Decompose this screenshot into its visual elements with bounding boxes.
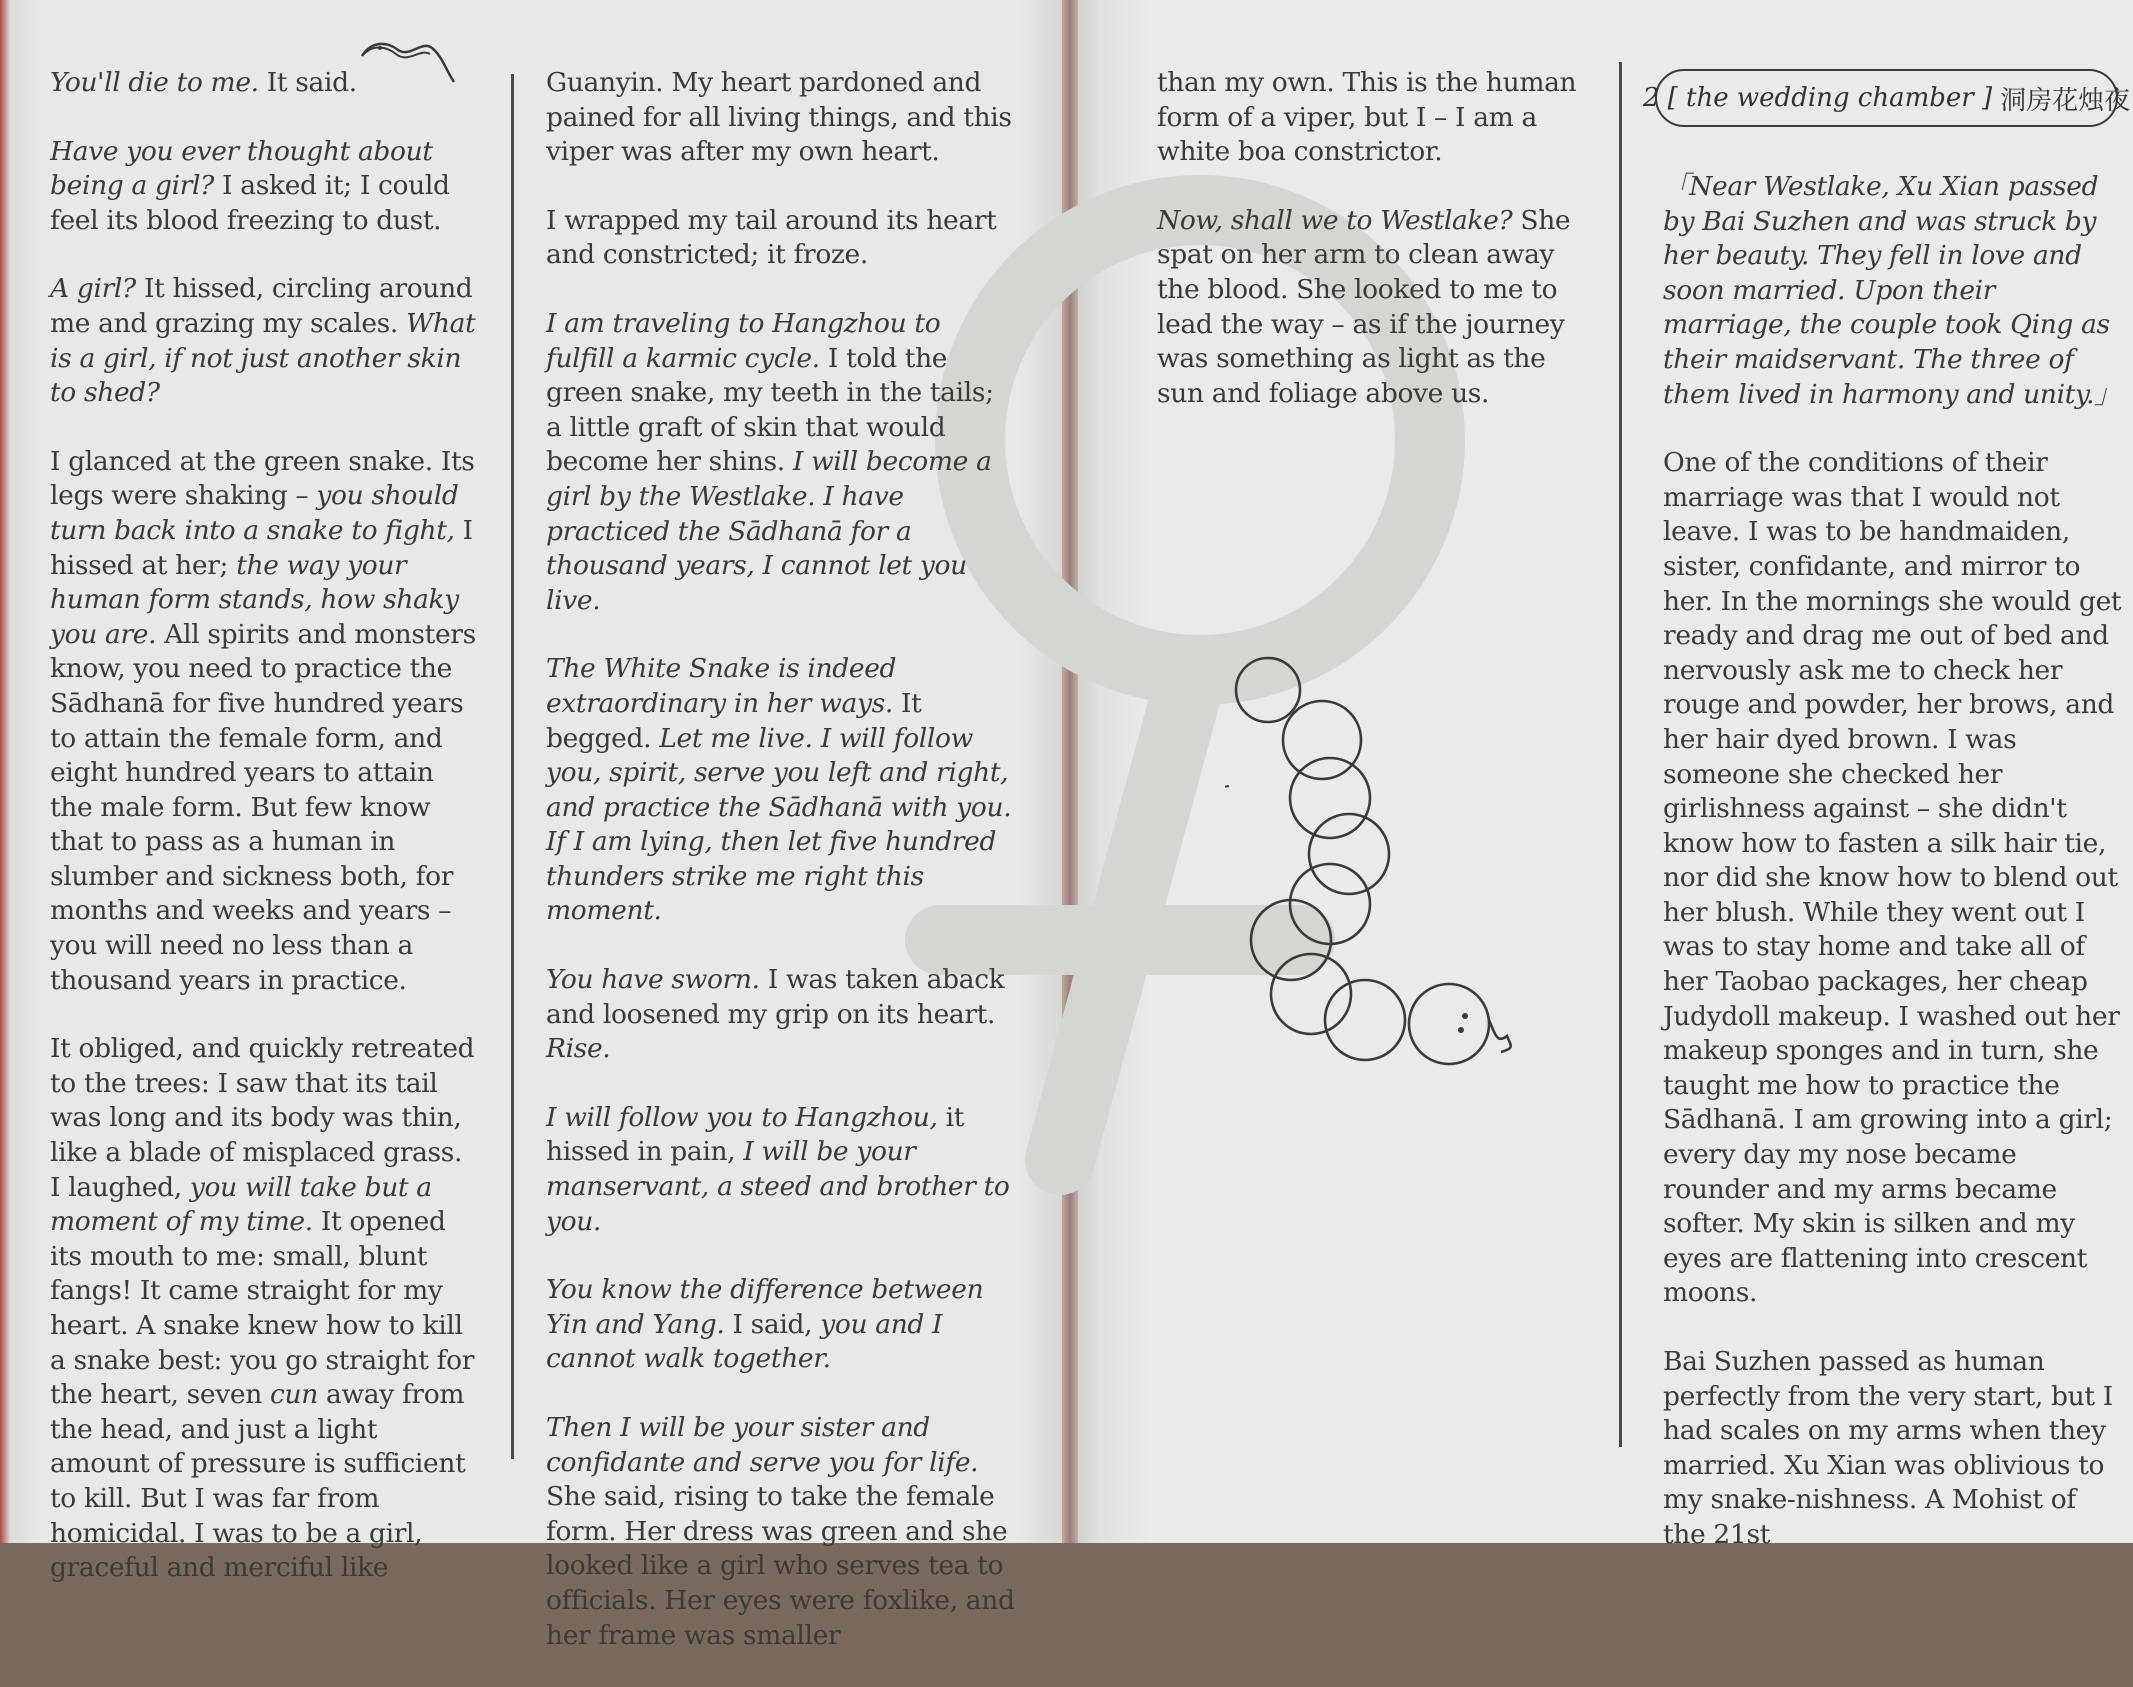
text: It begged.	[546, 687, 922, 754]
chapter-heading-text: 2 [ the wedding chamber ]	[1642, 83, 1993, 113]
paragraph	[546, 1273, 1016, 1377]
text: One of the conditions of their marriage was that I would not leave. I was to be handmaiden, sister, confidante, and mirror to her. In the mornings she would get ready and drag me out of bed and nervously ask me to check her rouge and powder, her brows, and her hair dyed brown. I was someone she checked her girlishness against – she didn't know how to fasten a silk hair tie, nor did she know how to blend out her blush. While they went out I was to stay home and take all of her Taobao packages, her cheap Judydoll makeup. I washed out her makeup sponges and in turn, she taught me how to practice the Sādhanā. I am growing into a girl; every day my nose became rounder and my arms became softer. My skin is silken and my eyes are flattening into crescent moons.	[1663, 447, 2122, 1309]
text: It obliged, and quickly retreated to the trees: I saw that its tail was long and its body was thin, like a blade of misplaced grass. I laughed,	[50, 1033, 475, 1203]
italic-text: Now, shall we to Westlake?	[1157, 204, 1513, 236]
text: away from the head, and just a light amount of pressure is sufficient to kill. But I was far from homicidal. I was to be a girl, graceful and merciful like	[50, 1379, 466, 1584]
text: It said.	[258, 67, 357, 98]
paragraph	[1157, 66, 1587, 170]
chapter-heading	[1642, 69, 2131, 127]
text: it hissed in pain,	[546, 1101, 965, 1168]
column-rule-left	[511, 74, 514, 1459]
paragraph	[1663, 170, 2123, 412]
text: It opened its mouth to me: small, blunt fangs! It came straight for my heart. A snake knew how to kill a snake best: you go straight for the heart, seven	[50, 1206, 475, 1411]
paragraph	[546, 307, 1016, 618]
paragraph	[546, 1101, 1016, 1239]
paragraph	[546, 204, 1016, 273]
text: It hissed, circling around me and grazing my scales.	[50, 273, 473, 339]
italic-text: I will follow you to Hangzhou,	[546, 1101, 938, 1133]
paragraph	[546, 652, 1016, 929]
italic-text: You have sworn.	[546, 964, 760, 996]
circle-snake-illustration	[1225, 648, 1525, 1078]
paragraph	[50, 66, 480, 101]
text: I was taken aback and loosened my grip on its heart.	[546, 964, 1005, 1030]
italic-text: Let me live. I will follow you, spirit, serve you left and right, and practice the Sādhanā with you. If I am lying, then let five hundred thunders strike me right this moment.	[546, 722, 1012, 927]
italic-text: You'll die to me.	[50, 67, 259, 98]
column-rule-right	[1619, 62, 1622, 1447]
text: I glanced at the green snake. Its legs were shaking –	[50, 445, 475, 512]
text: I told the green snake, my teeth in the tails; a little graft of skin that would become her shins.	[546, 342, 994, 478]
column-1	[50, 66, 480, 1620]
italic-text: I will become a girl by the Westlake. I have practiced the Sādhanā for a thousand years, I cannot let you live.	[546, 446, 992, 616]
paragraph	[50, 445, 480, 999]
italic-text: Rise.	[546, 1033, 611, 1065]
italic-text: 「Near Westlake, Xu Xian passed by Bai Suzhen and was struck by her beauty. They fell in love and soon married. Upon their marriage, the couple took Qing as their maidservant. The three of them lived in harmony and unity.」	[1663, 171, 2121, 410]
paragraph	[546, 1411, 1016, 1653]
column-3	[1157, 66, 1587, 445]
text: I said,	[724, 1308, 821, 1340]
column-4	[1663, 170, 2123, 1587]
paragraph	[50, 272, 480, 410]
italic-text: you should turn back into a snake to fight,	[50, 480, 459, 546]
italic-text: Have you ever thought about being a girl?	[50, 135, 433, 202]
paragraph	[1663, 446, 2123, 1311]
text: than my own. This is the human form of a viper, but I – I am a white boa constrictor.	[1157, 67, 1577, 168]
paragraph	[1663, 1345, 2123, 1553]
italic-text: A girl?	[50, 273, 136, 305]
italic-text: I am traveling to Hangzhou to fulfill a karmic cycle.	[546, 307, 941, 374]
italic-text: The White Snake is indeed extraordinary in her ways.	[546, 653, 897, 719]
text: She spat on her arm to clean away the blood. She looked to me to lead the way – as if the journey was something as light as the sun and foliage above us.	[1157, 204, 1571, 409]
text: All spirits and monsters know, you need to practice the Sādhanā for five hundred years to attain the female form, and eight hundred years to attain the male form. But few know that to pass as a human in slumber and sickness both, for months and weeks and years – you will need no less than a thousand years in practice.	[50, 618, 476, 996]
text: I wrapped my tail around its heart and constricted; it froze.	[546, 204, 997, 271]
italic-text: What is a girl, if not just another skin to shed?	[50, 307, 476, 409]
italic-text: I will be your manservant, a steed and brother to you.	[546, 1136, 1010, 1237]
paragraph	[546, 66, 1016, 170]
text: Guanyin. My heart pardoned and pained for all living things, and this viper was after my own heart.	[546, 67, 1012, 168]
paragraph	[1157, 204, 1587, 412]
italic-text: cun	[270, 1379, 318, 1411]
italic-text: you will take but a moment of my time.	[50, 1171, 432, 1238]
italic-text: Then I will be your sister and confidante and serve you for life.	[546, 1412, 979, 1478]
column-2	[546, 66, 1016, 1687]
italic-text: the way your human form stands, how shaky you are.	[50, 549, 459, 650]
text: I asked it; I could feel its blood freezing to dust.	[50, 170, 450, 236]
text: I hissed at her;	[50, 514, 473, 581]
italic-text: you and I cannot walk together.	[546, 1308, 943, 1375]
italic-text: You know the difference between Yin and Yang.	[546, 1274, 984, 1340]
paragraph	[50, 1032, 480, 1586]
text: Bai Suzhen passed as human perfectly from the very start, but I had scales on my arms when they married. Xu Xian was oblivious to my snake-nishness. A Mohist of the 21st	[1663, 1346, 2113, 1550]
paragraph	[50, 135, 480, 239]
chapter-heading-chinese: 洞房花烛夜	[2000, 85, 2131, 116]
paragraph	[546, 963, 1016, 1067]
text: She said, rising to take the female form. Her dress was green and she looked like a girl who serves tea to officials. Her eyes were foxlike, and her frame was smaller	[546, 1481, 1015, 1651]
